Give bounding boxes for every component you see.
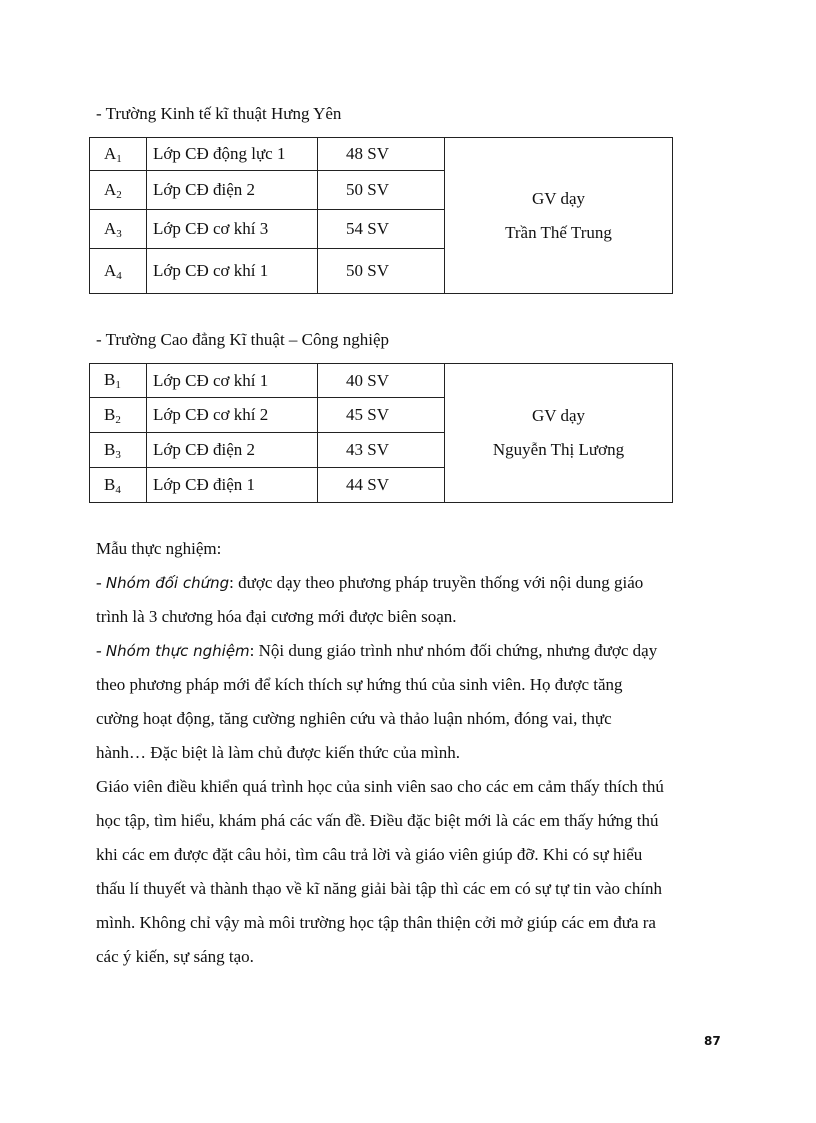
- class-code: $A_1$: [90, 138, 147, 171]
- heading-school-a: - Trường Kinh tế kĩ thuật Hưng Yên: [96, 104, 342, 123]
- text-line: Giáo viên điều khiển quá trình học của sinh viên sao cho các em cảm thấy thích thú: [96, 777, 664, 796]
- class-name: Lớp CĐ cơ khí 1: [147, 249, 318, 294]
- teacher-name: Trần Thế Trung: [505, 222, 612, 242]
- experimental-group-paragraph: - Nhóm thực nghiệm: Nội dung giáo trình như nhóm đối chứng, nhưng được dạy: [96, 641, 658, 660]
- class-name: Lớp CĐ cơ khí 2: [147, 398, 318, 433]
- class-name: Lớp CĐ cơ khí 1: [147, 364, 318, 398]
- text-line: mình. Không chỉ vậy mà môi trường học tập thân thiện cởi mở giúp các em đưa ra: [96, 913, 656, 932]
- class-code: $A_2$: [90, 171, 147, 210]
- table-row: [90, 364, 673, 398]
- page-number: 87: [704, 1034, 721, 1048]
- student-count: 45 SV: [318, 398, 445, 433]
- student-count: 54 SV: [318, 210, 445, 249]
- student-count: 50 SV: [318, 171, 445, 210]
- class-code: $B_2$: [90, 398, 147, 433]
- class-name: Lớp CĐ điện 2: [147, 433, 318, 468]
- student-count: 43 SV: [318, 433, 445, 468]
- class-code: $B_4$: [90, 468, 147, 503]
- class-code: $A_3$: [90, 210, 147, 249]
- student-count: 44 SV: [318, 468, 445, 503]
- class-name: Lớp CĐ điện 2: [147, 171, 318, 210]
- text-line: học tập, tìm hiểu, khám phá các vấn đề. Điều đặc biệt mới là các em thấy hứng thú: [96, 811, 659, 830]
- experimental-group-label: Nhóm thực nghiệm: [105, 642, 250, 660]
- text-line: thấu lí thuyết và thành thạo về kĩ năng giải bài tập thì các em có sự tự tin vào chính: [96, 879, 663, 898]
- student-count: 48 SV: [318, 138, 445, 171]
- class-table-b: [89, 363, 673, 503]
- teacher-label: GV dạy: [531, 188, 586, 208]
- control-group-label: Nhóm đối chứng: [105, 574, 230, 592]
- text-line: khi các em được đặt câu hỏi, tìm câu trả lời và giáo viên giúp đỡ. Khi có sự hiểu: [96, 845, 643, 864]
- teacher-label: GV dạy: [531, 406, 586, 425]
- class-code: $B_3$: [90, 433, 147, 468]
- class-code: $B_1$: [90, 364, 147, 398]
- class-name: Lớp CĐ điện 1: [147, 468, 318, 503]
- table-row: [90, 138, 673, 171]
- text-line: cường hoạt động, tăng cường nghiên cứu và thảo luận nhóm, đóng vai, thực: [96, 709, 612, 728]
- sample-title: Mẫu thực nghiệm:: [96, 539, 222, 558]
- class-name: Lớp CĐ cơ khí 3: [147, 210, 318, 249]
- teacher-name: Nguyễn Thị Lương: [492, 440, 625, 459]
- class-table-a: [89, 137, 673, 294]
- teacher-cell: [445, 138, 673, 294]
- text-line: các ý kiến, sự sáng tạo.: [96, 947, 254, 966]
- class-code: $A_4$: [90, 249, 147, 294]
- text-line: theo phương pháp mới để kích thích sự hứng thú của sinh viên. Họ được tăng: [96, 675, 623, 694]
- class-name: Lớp CĐ động lực 1: [147, 138, 318, 171]
- body-text: [96, 532, 726, 974]
- text-line: hành… Đặc biệt là làm chủ được kiến thức của mình.: [96, 743, 460, 762]
- control-group-paragraph: - Nhóm đối chứng: được dạy theo phương pháp truyền thống với nội dung giáo: [96, 573, 644, 592]
- student-count: 40 SV: [318, 364, 445, 398]
- heading-school-b: - Trường Cao đẳng Kĩ thuật – Công nghiệp: [96, 330, 390, 349]
- student-count: 50 SV: [318, 249, 445, 294]
- teacher-cell: [445, 364, 673, 503]
- text-line: trình là 3 chương hóa đại cương mới được biên soạn.: [96, 607, 457, 626]
